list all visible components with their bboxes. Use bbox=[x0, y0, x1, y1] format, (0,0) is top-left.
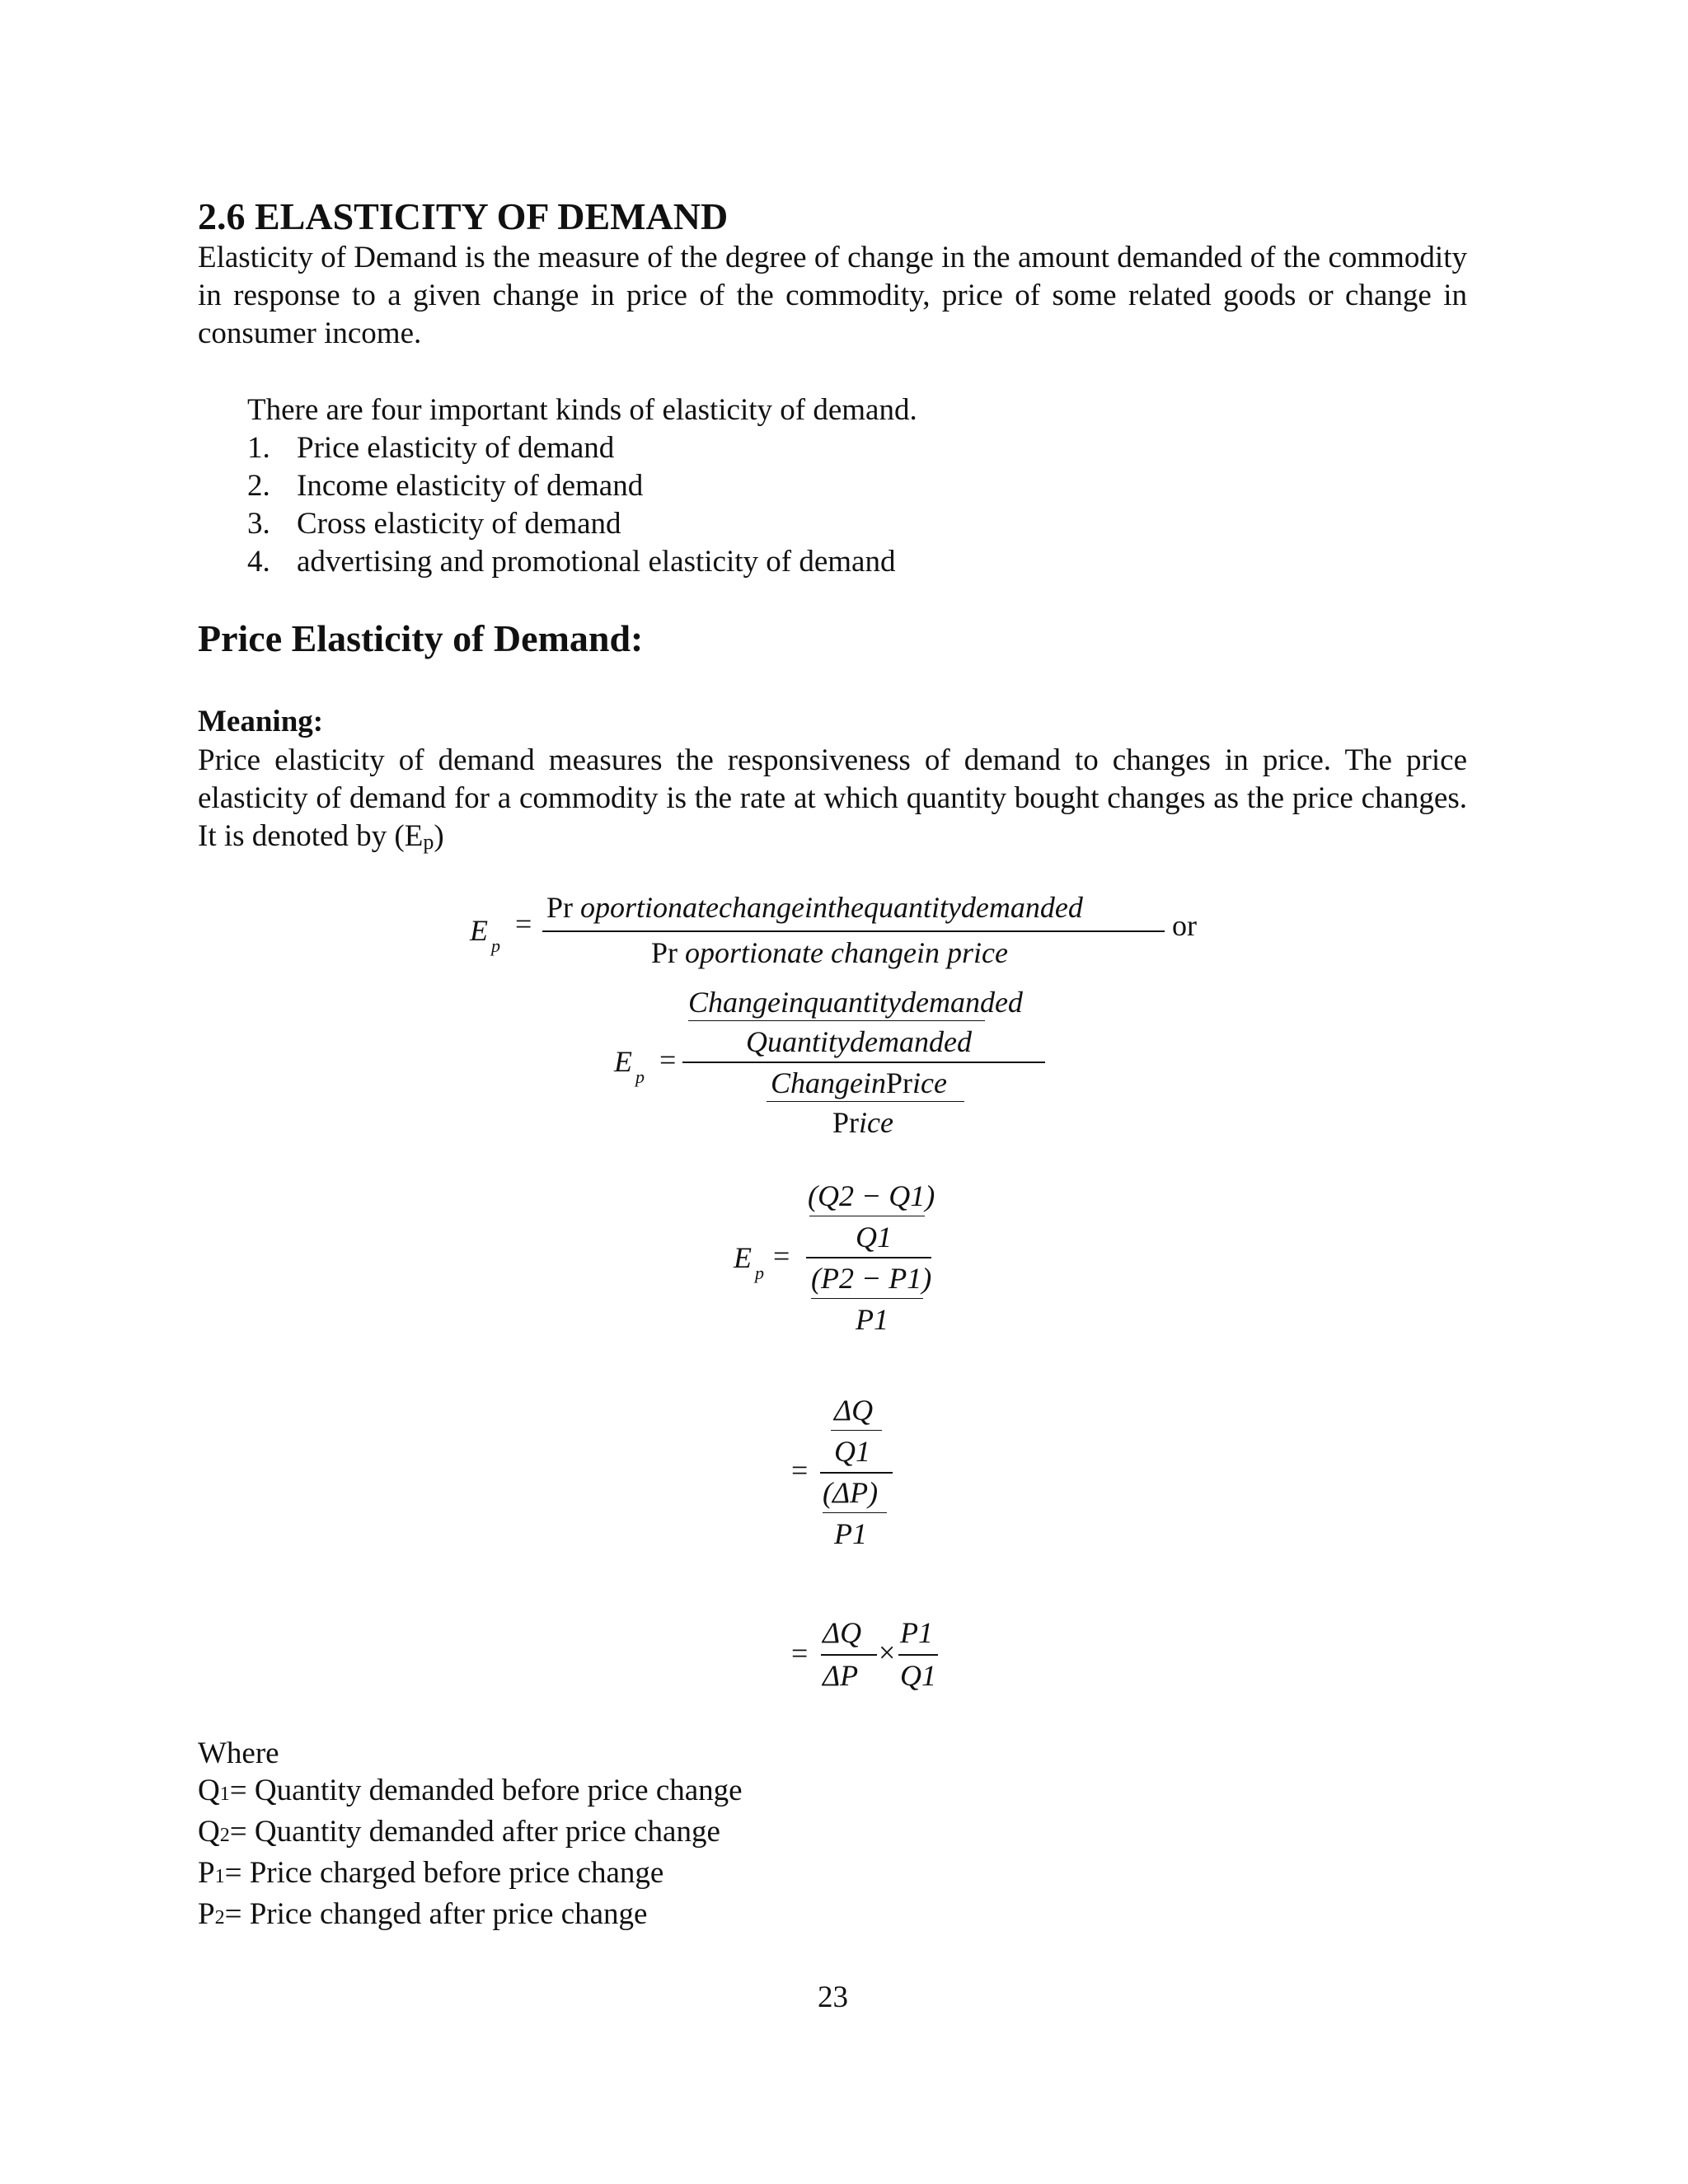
list-item: 3. Cross elasticity of demand bbox=[247, 507, 621, 541]
formula-4: ΔQ Q1 = (ΔP) P1 bbox=[791, 1393, 907, 1566]
where-label: Where bbox=[198, 1736, 279, 1770]
formula-1-denominator: Pr oportionate changein price bbox=[651, 936, 1008, 969]
list-item: 1. Price elasticity of demand bbox=[247, 431, 615, 465]
kinds-intro: There are four important kinds of elasticity of demand. bbox=[247, 393, 917, 427]
intro-paragraph: Elasticity of Demand is the measure of the degree of change in the amount demanded of the commodity in response to a given change in price of the commodity, price of some related goods or change in consumer income. bbox=[198, 241, 1467, 350]
formula-3: (Q2 − Q1) Q1 E $_p$ = (P2 − P1) P1 bbox=[734, 1179, 935, 1336]
definition-p1: P1= Price charged before price change bbox=[198, 1856, 664, 1890]
section-title: 2.6 ELASTICITY OF DEMAND bbox=[198, 195, 729, 237]
definition-q1: Q1= Quantity demanded before price change bbox=[198, 1774, 743, 1807]
list-item: 4. advertising and promotional elasticity of demand bbox=[247, 545, 896, 579]
kinds-list bbox=[247, 429, 1071, 581]
meaning-paragraph: Price elasticity of demand measures the responsiveness of demand to changes in price. The price elasticity of demand for a commodity is the rate at which quantity bought changes as the price changes. It is denoted by (Ep) bbox=[198, 743, 1467, 854]
definition-q2: Q2= Quantity demanded after price change bbox=[198, 1815, 720, 1849]
formula-5: = ΔQ ΔP × P1 Q1 bbox=[791, 1616, 936, 1692]
definitions-block bbox=[198, 1735, 940, 1937]
definition-p2: P2= Price changed after price change bbox=[198, 1897, 648, 1931]
formula-2: Changeinquantitydemanded Quantitydemanded E $_p$ = ChangeinPrice Price bbox=[614, 985, 1059, 1150]
page-number: 23 bbox=[818, 1980, 848, 2014]
formula-1-numerator: Pr oportionatechangeinthequantitydemanded bbox=[546, 891, 1083, 924]
list-item: 2. Income elasticity of demand bbox=[247, 469, 644, 503]
meaning-heading: Meaning: bbox=[198, 705, 324, 738]
subsection-title: Price Elasticity of Demand: bbox=[198, 617, 644, 659]
formula-1: E $_p$ = Pr oportionatechangeinthequantitydemanded Pr oportionate changein price or bbox=[470, 891, 1197, 969]
kinds-block bbox=[247, 391, 1071, 581]
